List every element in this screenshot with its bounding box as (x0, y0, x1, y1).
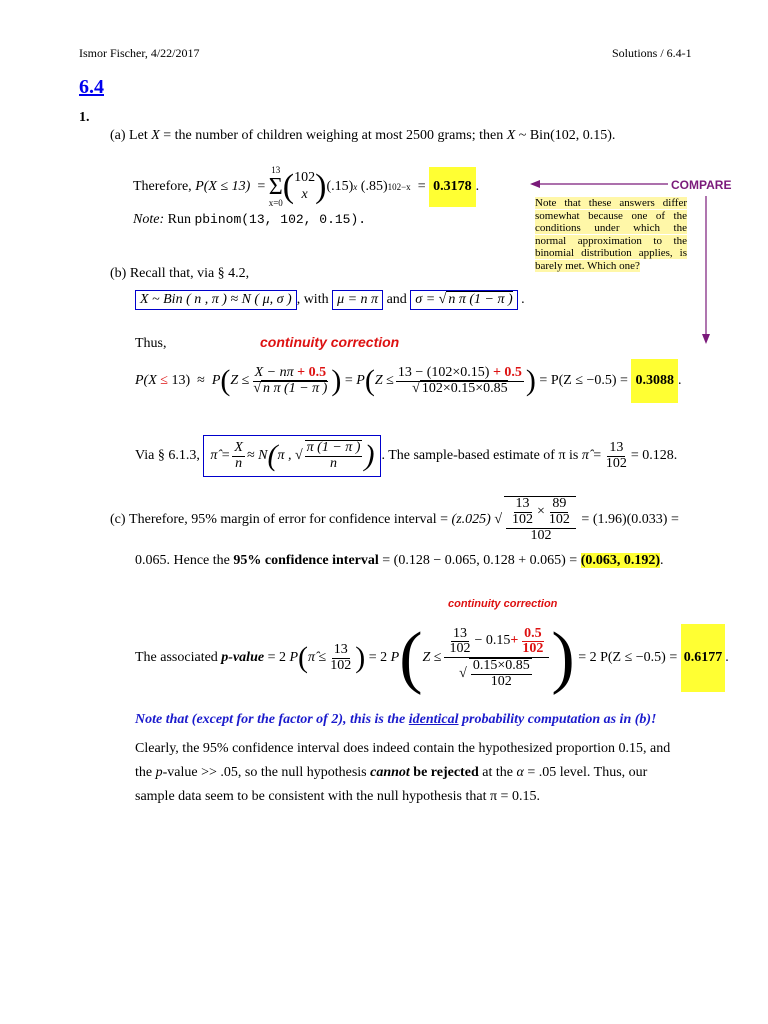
sampling-distribution-box: π̂ = $\frac{X}{n}$ ≈ N ( π , √ $\frac{\pi (1 - \pi )}{n}$ ) (203, 435, 381, 476)
header-author-date: Ismor Fischer, 4/22/2017 (79, 46, 200, 60)
part-a-result: 0.3178 (429, 167, 476, 207)
part-b-statement: (b) Recall that, via § 4.2, (110, 266, 250, 281)
compare-label: COMPARE (671, 178, 732, 192)
part-a-note: Note: Run pbinom(13, 102, 0.15). (133, 212, 367, 227)
continuity-correction-label: continuity correction (260, 334, 400, 350)
pvalue-computation: The associated p-value = 2 P ( π̂ ≤ $\frac{13}{102}$ ) = 2 P ( Z ≤ $\frac{13}{102}$ − 0.15 + $\frac{0.5}{102}$ √ $\frac{0.15\times 0.85}{102}$ ) = 2 P(Z ≤ −0.5) = 0.6177 . (135, 619, 729, 696)
sigma-box: σ = √ n π (1 − π ) (410, 290, 517, 310)
thus-label: Thus, (135, 336, 167, 351)
part-b-boxes: X ~ Bin ( n , π ) ≈ N ( μ, σ ) , with μ = n π and σ = √ n π (1 − π ) . (135, 290, 525, 310)
problem-number: 1. (79, 110, 90, 125)
part-b-normal-approx: P(X ≤ 13) ≈ P ( Z ≤ $\frac{X - n\pi + 0.5}{\text{√ n π (1 − π )}}$ ) = P ( Z ≤ $\frac{13 - (102\times 0.15) + 0.5}{√ 102\times 0.15\times 0.85}$ ) = P(Z ≤ −0.5) = 0.3088 . (135, 356, 681, 406)
part-c-margin-of-error: (c) Therefore, 95% margin of error for confidence interval = (z.025) √ $\frac{13}{102}$ × $\frac{89}{102}$ 102 = (1.96)(0.033) = (110, 496, 679, 543)
part-a-statement: (a) Let X = the number of children weighing at most 2500 grams; then X ~ Bin(102, 0.15). (110, 128, 616, 143)
part-c-ci-line: 0.065. Hence the 95% confidence interval = (0.128 − 0.065, 0.128 + 0.065) = (0.063, 0.192). (135, 553, 664, 568)
part-b-result: 0.3088 (631, 359, 678, 403)
closing-line-2: the p-value >> .05, so the null hypothesis cannot be rejected at the α = .05 level. Thus, our (135, 765, 648, 780)
blue-note: Note that (except for the factor of 2), this is the identical probability computation as in (b)! (135, 712, 657, 727)
mu-box: μ = n π (332, 290, 383, 310)
header-page-ref: Solutions / 6.4-1 (612, 46, 692, 60)
closing-line-3: sample data seem to be consistent with the null hypothesis that π = 0.15. (135, 789, 540, 804)
closing-line-1: Clearly, the 95% confidence interval does indeed contain the hypothesized proportion 0.15, and (135, 741, 671, 756)
compare-note: Note that these answers differ somewhat because one of the conditions under which the normal approximation to the binomial distribution applies, is barely met. Which one? (535, 197, 687, 272)
section-heading: 6.4 (79, 76, 104, 98)
binomial-normal-box: X ~ Bin ( n , π ) ≈ N ( μ, σ ) (135, 290, 297, 310)
continuity-correction-label-2: continuity correction (448, 598, 558, 610)
pvalue-result: 0.6177 (681, 624, 726, 692)
confidence-interval-result: (0.063, 0.192) (580, 553, 661, 568)
via-613-line: Via § 6.1.3, π̂ = $\frac{X}{n}$ ≈ N ( π , √ $\frac{\pi (1 - \pi )}{n}$ ) . The sample-based estimate of π is π̂ = $\frac{13}{102}$ = 0.128. (135, 428, 677, 484)
part-a-binomial-formula: Therefore, P(X ≤ 13) = 13 Σ x=0 ( 102 x ) (.15) x (.85) 102−x = 0.3178 . (133, 165, 480, 208)
